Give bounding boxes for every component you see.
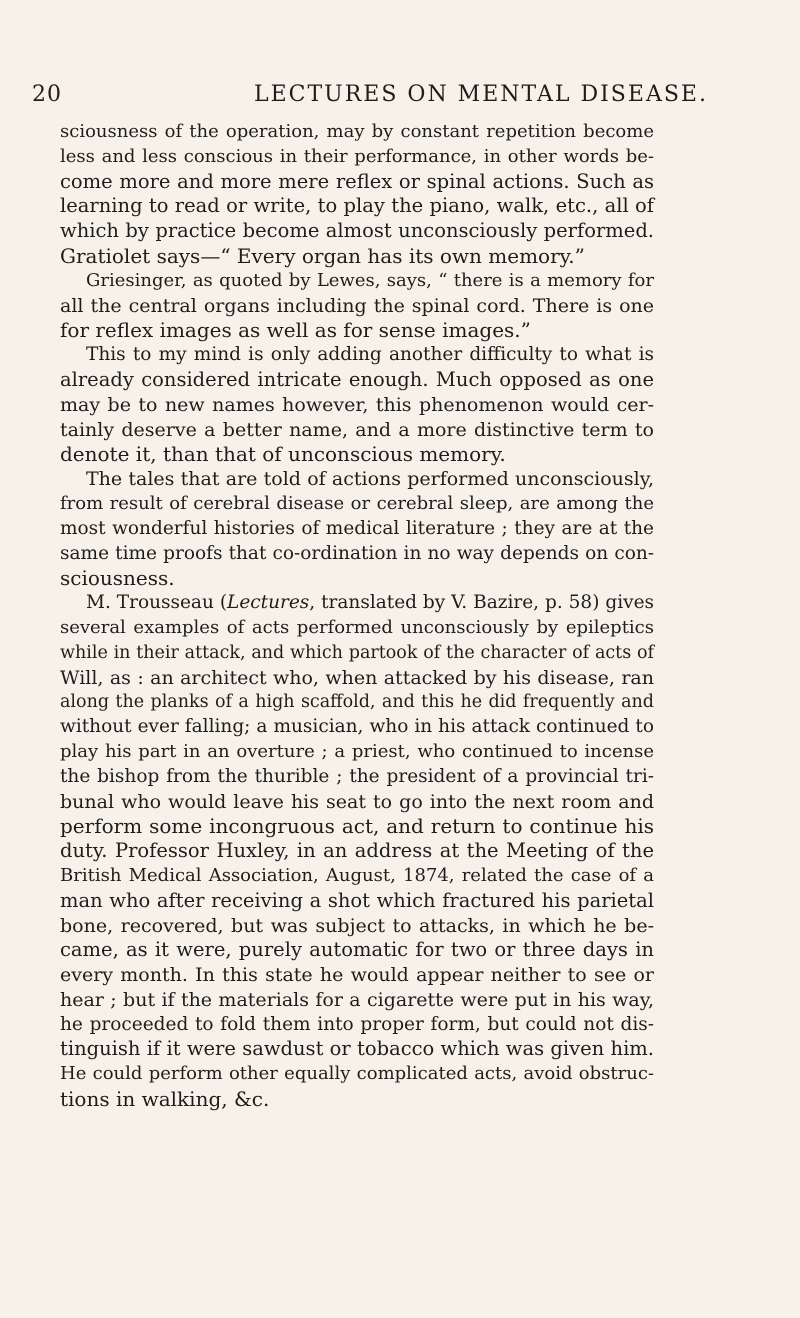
text-line: Will, as : an architect who, when attacked by his disease, ran	[60, 666, 654, 689]
text-line: tinguish if it were sawdust or tobacco which was given him.	[60, 1037, 654, 1061]
text-line: may be to new names however, this phenomenon would cer-	[60, 393, 654, 416]
text-line: all the central organs including the spinal cord. There is one	[60, 294, 654, 317]
text-line: denote it, than that of unconscious memory.	[60, 442, 506, 467]
body-text	[60, 120, 654, 1112]
text-line: every month. In this state he would appear neither to see or	[60, 964, 654, 987]
page-number: 20	[32, 82, 62, 107]
text-line: along the planks of a high scaffold, and this he did frequently and	[60, 692, 654, 713]
text-line: hear ; but if the materials for a cigarette were put in his way,	[60, 988, 654, 1011]
text-line: perform some incongruous act, and return to continue his	[60, 814, 654, 839]
text-line: This to my mind is only adding another difficulty to what is	[86, 344, 654, 366]
text-line: while in their attack, and which partook of the character of acts of	[60, 642, 654, 663]
text-line: bone, recovered, but was subject to attacks, in which he be-	[60, 914, 654, 937]
text-line: man who after receiving a shot which fractured his parietal	[60, 888, 654, 912]
text-line: less and less conscious in their performance, in other words be-	[60, 145, 654, 167]
text-line: from result of cerebral disease or cerebral sleep, are among the	[60, 492, 654, 514]
text-line: duty. Professor Huxley, in an address at the Meeting of the	[60, 839, 654, 863]
text-line: tainly deserve a better name, and a more distinctive term to	[60, 418, 654, 441]
text-line: come more and more mere reflex or spinal actions. Such as	[60, 169, 654, 193]
text-line: bunal who would leave his seat to go into the next room and	[60, 790, 654, 813]
text-line: for reflex images as well as for sense images.”	[60, 318, 531, 343]
text-line: M. Trousseau (Lectures, translated by V. Bazire, p. 58) gives	[86, 592, 655, 614]
page-header	[32, 82, 708, 110]
text-line: several examples of acts performed unconsciously by epileptics	[60, 616, 654, 638]
text-line: same time proofs that co-ordination in no way depends on con-	[60, 542, 654, 564]
text-line: play his part in an overture ; a priest, who continued to incense	[60, 740, 654, 762]
text-line: The tales that are told of actions performed unconsciously,	[86, 468, 654, 491]
text-line: sciousness of the operation, may by constant repetition become	[60, 121, 654, 142]
text-line: Gratiolet says—“ Every organ has its own memory.”	[60, 243, 585, 268]
running-head: LECTURES ON MENTAL DISEASE.	[254, 82, 708, 107]
text-line: he proceeded to fold them into proper form, but could not dis-	[60, 1013, 654, 1035]
text-line: already considered intricate enough. Much opposed as one	[60, 367, 654, 391]
text-line: which by practice become almost unconsciously performed.	[60, 219, 654, 243]
text-line: most wonderful histories of medical literature ; they are at the	[60, 517, 654, 539]
text-line: sciousness.	[60, 566, 175, 591]
text-line: He could perform other equally complicated acts, avoid obstruc-	[60, 1063, 654, 1085]
italic-title: Lectures	[227, 592, 310, 614]
text-line: Griesinger, as quoted by Lewes, says, “ there is a memory for	[86, 269, 654, 291]
text-line: British Medical Association, August, 1874, related the case of a	[60, 864, 654, 886]
text-line: the bishop from the thurible ; the president of a provincial tri-	[60, 765, 654, 787]
text-line: tions in walking, &c.	[60, 1087, 270, 1112]
text-line: learning to read or write, to play the piano, walk, etc., all of	[60, 194, 654, 218]
text-line: without ever falling; a musician, who in his attack continued to	[60, 716, 654, 738]
text-line: came, as it were, purely automatic for two or three days in	[60, 938, 654, 962]
